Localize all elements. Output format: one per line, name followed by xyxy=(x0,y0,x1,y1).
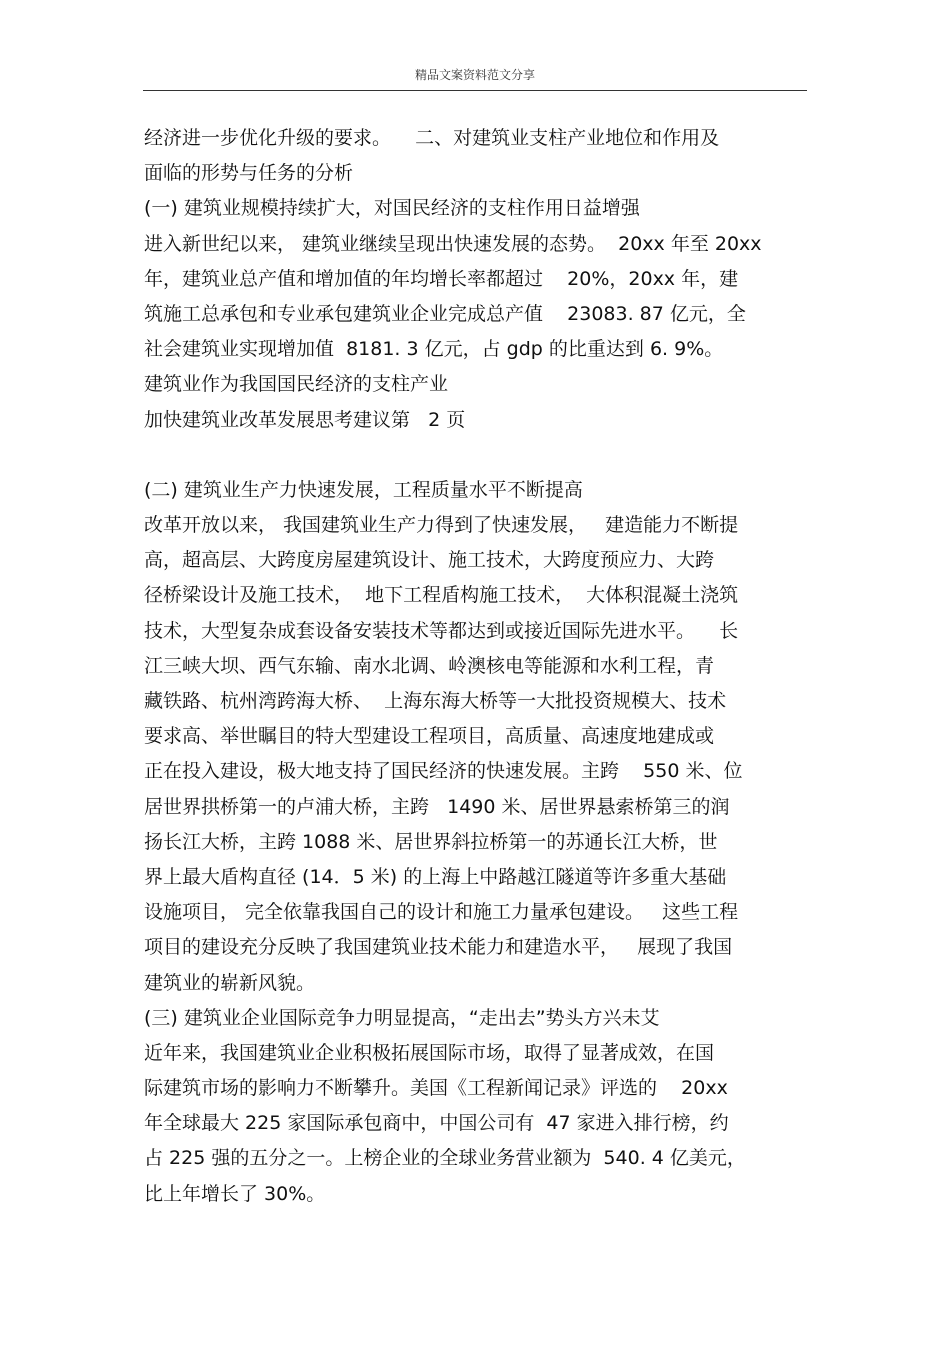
page-header: 精品文案资料范文分享 xyxy=(414,68,535,82)
text-line: 技术，大型复杂成套设备安装技术等都达到或接近国际先进水平。 长 xyxy=(144,619,739,642)
text-line: 改革开放以来， 我国建筑业生产力得到了快速发展， 建造能力不断提 xyxy=(144,514,739,537)
text-line: 进入新世纪以来， 建筑业继续呈现出快速发展的态势。 20xx 年至 20xx xyxy=(144,232,762,255)
text-line: 要求高、举世瞩目的特大型建设工程项目，高质量、高速度地建成或 xyxy=(144,725,715,748)
text-line: 占 225 强的五分之一。上榜企业的全球业务营业额为 540. 4 亿美元， xyxy=(144,1147,746,1170)
text-line: 居世界拱桥第一的卢浦大桥，主跨 1490 米、居世界悬索桥第三的润 xyxy=(144,795,730,818)
text-line: 建筑业作为我国国民经济的支柱产业 xyxy=(144,373,449,396)
text-line: 高，超高层、大跨度房屋建筑设计、施工技术，大跨度预应力、大跨 xyxy=(144,549,715,572)
text-line: 江三峡大坝、西气东输、南水北调、岭澳核电等能源和水利工程，青 xyxy=(144,654,715,677)
text-line: 年，建筑业总产值和增加值的年均增长率都超过 20%，20xx 年，建 xyxy=(144,267,739,290)
text-line: 项目的建设充分反映了我国建筑业技术能力和建造水平， 展现了我国 xyxy=(144,936,733,959)
text-line: 近年来，我国建筑业企业积极拓展国际市场，取得了显著成效，在国 xyxy=(144,1041,715,1064)
text-line: 径桥梁设计及施工技术， 地下工程盾构施工技术， 大体积混凝土浇筑 xyxy=(144,584,739,607)
section-heading-2: (二) 建筑业生产力快速发展，工程质量水平不断提高 xyxy=(144,478,583,501)
page-reference: 加快建筑业改革发展思考建议第 2 页 xyxy=(144,408,466,431)
text-line: 扬长江大桥，主跨 1088 米、居世界斜拉桥第一的苏通长江大桥，世 xyxy=(144,830,718,853)
section-heading-1: (一) 建筑业规模持续扩大，对国民经济的支柱作用日益增强 xyxy=(144,197,640,220)
text-line: 建筑业的崭新风貌。 xyxy=(144,971,316,994)
text-line: 面临的形势与任务的分析 xyxy=(144,162,354,185)
text-line: 比上年增长了 30%。 xyxy=(144,1182,326,1205)
text-line: 藏铁路、杭州湾跨海大桥、 上海东海大桥等一大批投资规模大、技术 xyxy=(144,690,727,712)
text-line: 筑施工总承包和专业承包建筑业企业完成总产值 23083. 87 亿元，全 xyxy=(144,302,746,325)
text-line: 设施项目， 完全依靠我国自己的设计和施工力量承包建设。 这些工程 xyxy=(144,901,739,924)
text-line: 经济进一步优化升级的要求。 二、对建筑业支柱产业地位和作用及 xyxy=(144,127,720,149)
blank-line xyxy=(144,438,808,473)
document-body xyxy=(144,121,808,1212)
text-line: 界上最大盾构直径 (14．5 米) 的上海上中路越江隧道等许多重大基础 xyxy=(144,865,727,888)
text-line: 年全球最大 225 家国际承包商中，中国公司有 47 家进入排行榜，约 xyxy=(144,1112,729,1135)
text-line: 际建筑市场的影响力不断攀升。美国《工程新闻记录》评选的 20xx xyxy=(144,1077,728,1100)
text-line: 社会建筑业实现增加值 8181. 3 亿元，占 gdp 的比重达到 6. 9%。 xyxy=(144,338,724,361)
text-line: 正在投入建设，极大地支持了国民经济的快速发展。主跨 550 米、位 xyxy=(144,760,743,783)
section-heading-3: (三) 建筑业企业国际竞争力明显提高，“走出去”势头方兴未艾 xyxy=(144,1006,660,1029)
header-divider xyxy=(143,90,807,91)
